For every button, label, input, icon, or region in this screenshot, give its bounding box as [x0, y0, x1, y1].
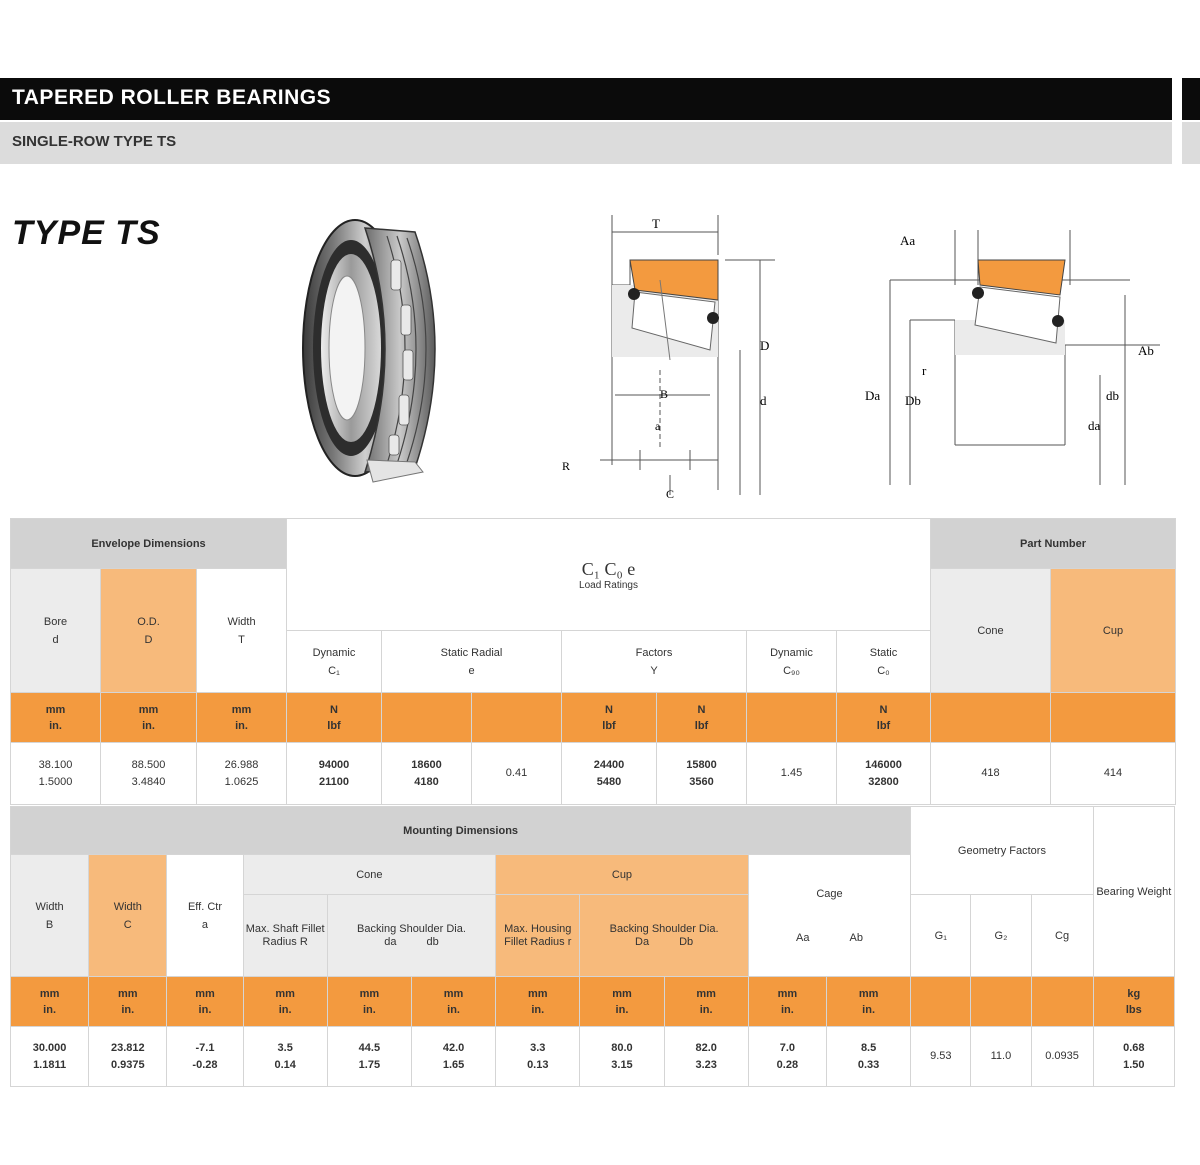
bearing-illustration [295, 210, 465, 490]
cell-cone-part: 418 [931, 743, 1051, 805]
unit-dynamic: N lbf [287, 693, 382, 743]
cell-od: 88.500 3.4840 [101, 743, 197, 805]
unit-width: mm in. [197, 693, 287, 743]
unit-weight: kg lbs [1093, 977, 1174, 1027]
table-row [11, 743, 1176, 805]
col-width: Width T [197, 569, 287, 693]
dim-label-Db: Db [905, 393, 921, 408]
col-od: O.D. D [101, 569, 197, 693]
dim-label-T: T [652, 216, 660, 231]
cell-static: 146000 32800 [837, 743, 931, 805]
load-ratings-table [10, 518, 1176, 805]
cell-width: 26.988 1.0625 [197, 743, 287, 805]
cell-cg: 0.0935 [1031, 1027, 1093, 1087]
cell-da: 44.5 1.75 [327, 1027, 411, 1087]
unit-bore: mm in. [11, 693, 101, 743]
dim-label-db: db [1106, 388, 1119, 403]
cell-r-cone: 3.5 0.14 [243, 1027, 327, 1087]
col-factors: Factors Y [562, 631, 747, 693]
cell-c: 23.812 0.9375 [89, 1027, 167, 1087]
cell-a: -7.1 -0.28 [167, 1027, 243, 1087]
col-bearing-weight: Bearing Weight [1093, 807, 1174, 977]
col-cup-backing: Backing Shoulder Dia. Da Db [580, 895, 748, 977]
header-bar-edge [1182, 78, 1200, 120]
cross-section-diagram [560, 210, 790, 500]
cell-Da: 80.0 3.15 [580, 1027, 664, 1087]
cell-bore: 38.100 1.5000 [11, 743, 101, 805]
cell-c90b: 15800 3560 [657, 743, 747, 805]
dim-label-C: C [666, 487, 675, 501]
cell-weight: 0.68 1.50 [1093, 1027, 1174, 1087]
group-geometry-factors: Geometry Factors [911, 807, 1093, 895]
col-cup: Cup [1051, 569, 1176, 693]
mounting-dimensions-table: Mounting Dimensions Geometry Factors Bearing Weight Width B Width C Eff. Ctr a Cone Cup Cage Aa Ab Max. Shaft Fillet Radius R Backing Shoulder Dia. da db Max. Housing Fillet Radius r Backing Shoulder Dia. Da Db G₁ G₂ Cg mm in. mm in. mm in. mm in. mm in. mm in. mm in. mm in. mm in. mm in. mm in. kg lbs 30.000 1.1811 23.812 0.9375 -7.1 -0.28 3.5 0.14 44.5 1.75 42.0 1.65 3.3 0.13 80.0 3.15 82.0 3.23 7.0 0.28 8.5 0.33 9.53 11.0 0.0935 0.68 1.50 [10, 806, 1175, 1087]
cell-dynamic: 94000 21100 [287, 743, 382, 805]
cell-static-radial: 18600 4180 [382, 743, 472, 805]
group-envelope-dimensions: Envelope Dimensions [11, 519, 287, 569]
col-cone-backing: Backing Shoulder Dia. da db [327, 895, 495, 977]
group-part-number: Part Number [931, 519, 1176, 569]
col-g1: G₁ [911, 895, 971, 977]
load-ratings-symbols: C₁ C₀ e [581, 558, 636, 579]
mounting-diagram [860, 225, 1190, 495]
col-cg: Cg [1031, 895, 1093, 977]
cell-r-cup: 3.3 0.13 [496, 1027, 580, 1087]
page-title: TAPERED ROLLER BEARINGS [12, 86, 332, 109]
col-g2: G₂ [971, 895, 1031, 977]
dim-label-d: d [760, 393, 767, 408]
cell-c90a: 24400 5480 [562, 743, 657, 805]
cell-db: 42.0 1.65 [411, 1027, 495, 1087]
group-mounting-dimensions: Mounting Dimensions [11, 807, 911, 855]
type-heading: TYPE TS [12, 214, 161, 252]
group-cup: Cup [496, 855, 749, 895]
col-housing-fillet: Max. Housing Fillet Radius r [496, 895, 580, 977]
dim-label-Ab: Ab [1138, 343, 1154, 358]
col-width-b: Width B [11, 855, 89, 977]
col-cone: Cone [931, 569, 1051, 693]
cell-g1: 9.53 [911, 1027, 971, 1087]
load-ratings-label: Load Ratings [579, 579, 638, 591]
group-cage: Cage Aa Ab [748, 855, 910, 977]
dim-label-da: da [1088, 418, 1101, 433]
cell-b: 30.000 1.1811 [11, 1027, 89, 1087]
col-bore: Bore d [11, 569, 101, 693]
cell-factor: 0.41 [472, 743, 562, 805]
group-cone: Cone [243, 855, 496, 895]
unit-od: mm in. [101, 693, 197, 743]
cell-Db: 82.0 3.23 [664, 1027, 748, 1087]
load-ratings-header [287, 519, 931, 631]
cell-k: 1.45 [747, 743, 837, 805]
dim-label-Da: Da [865, 388, 881, 403]
cell-Aa: 7.0 0.28 [748, 1027, 826, 1087]
col-dynamic-c90: Dynamic C₉₀ [747, 631, 837, 693]
cell-cup-part: 414 [1051, 743, 1176, 805]
dim-label-r: r [922, 363, 927, 378]
cell-Ab: 8.5 0.33 [826, 1027, 910, 1087]
table-row [11, 1027, 1175, 1087]
dim-label-B: B [660, 387, 669, 401]
col-eff-center: Eff. Ctr a [167, 855, 243, 977]
dim-label-a: a [655, 419, 661, 433]
page-subtitle: SINGLE-ROW TYPE TS [12, 133, 177, 150]
unit-c90a: N lbf [562, 693, 657, 743]
col-width-c: Width C [89, 855, 167, 977]
unit-static: N lbf [837, 693, 931, 743]
col-static-c0: Static C₀ [837, 631, 931, 693]
dim-label-D: D [760, 338, 770, 353]
col-static-radial: Static Radial e [382, 631, 562, 693]
col-dynamic: Dynamic C₁ [287, 631, 382, 693]
cell-g2: 11.0 [971, 1027, 1031, 1087]
subheader-bar-edge [1182, 122, 1200, 164]
unit-c90b: N lbf [657, 693, 747, 743]
dim-label-Aa: Aa [900, 233, 916, 248]
col-shaft-fillet: Max. Shaft Fillet Radius R [243, 895, 327, 977]
dim-label-R: R [562, 459, 571, 473]
